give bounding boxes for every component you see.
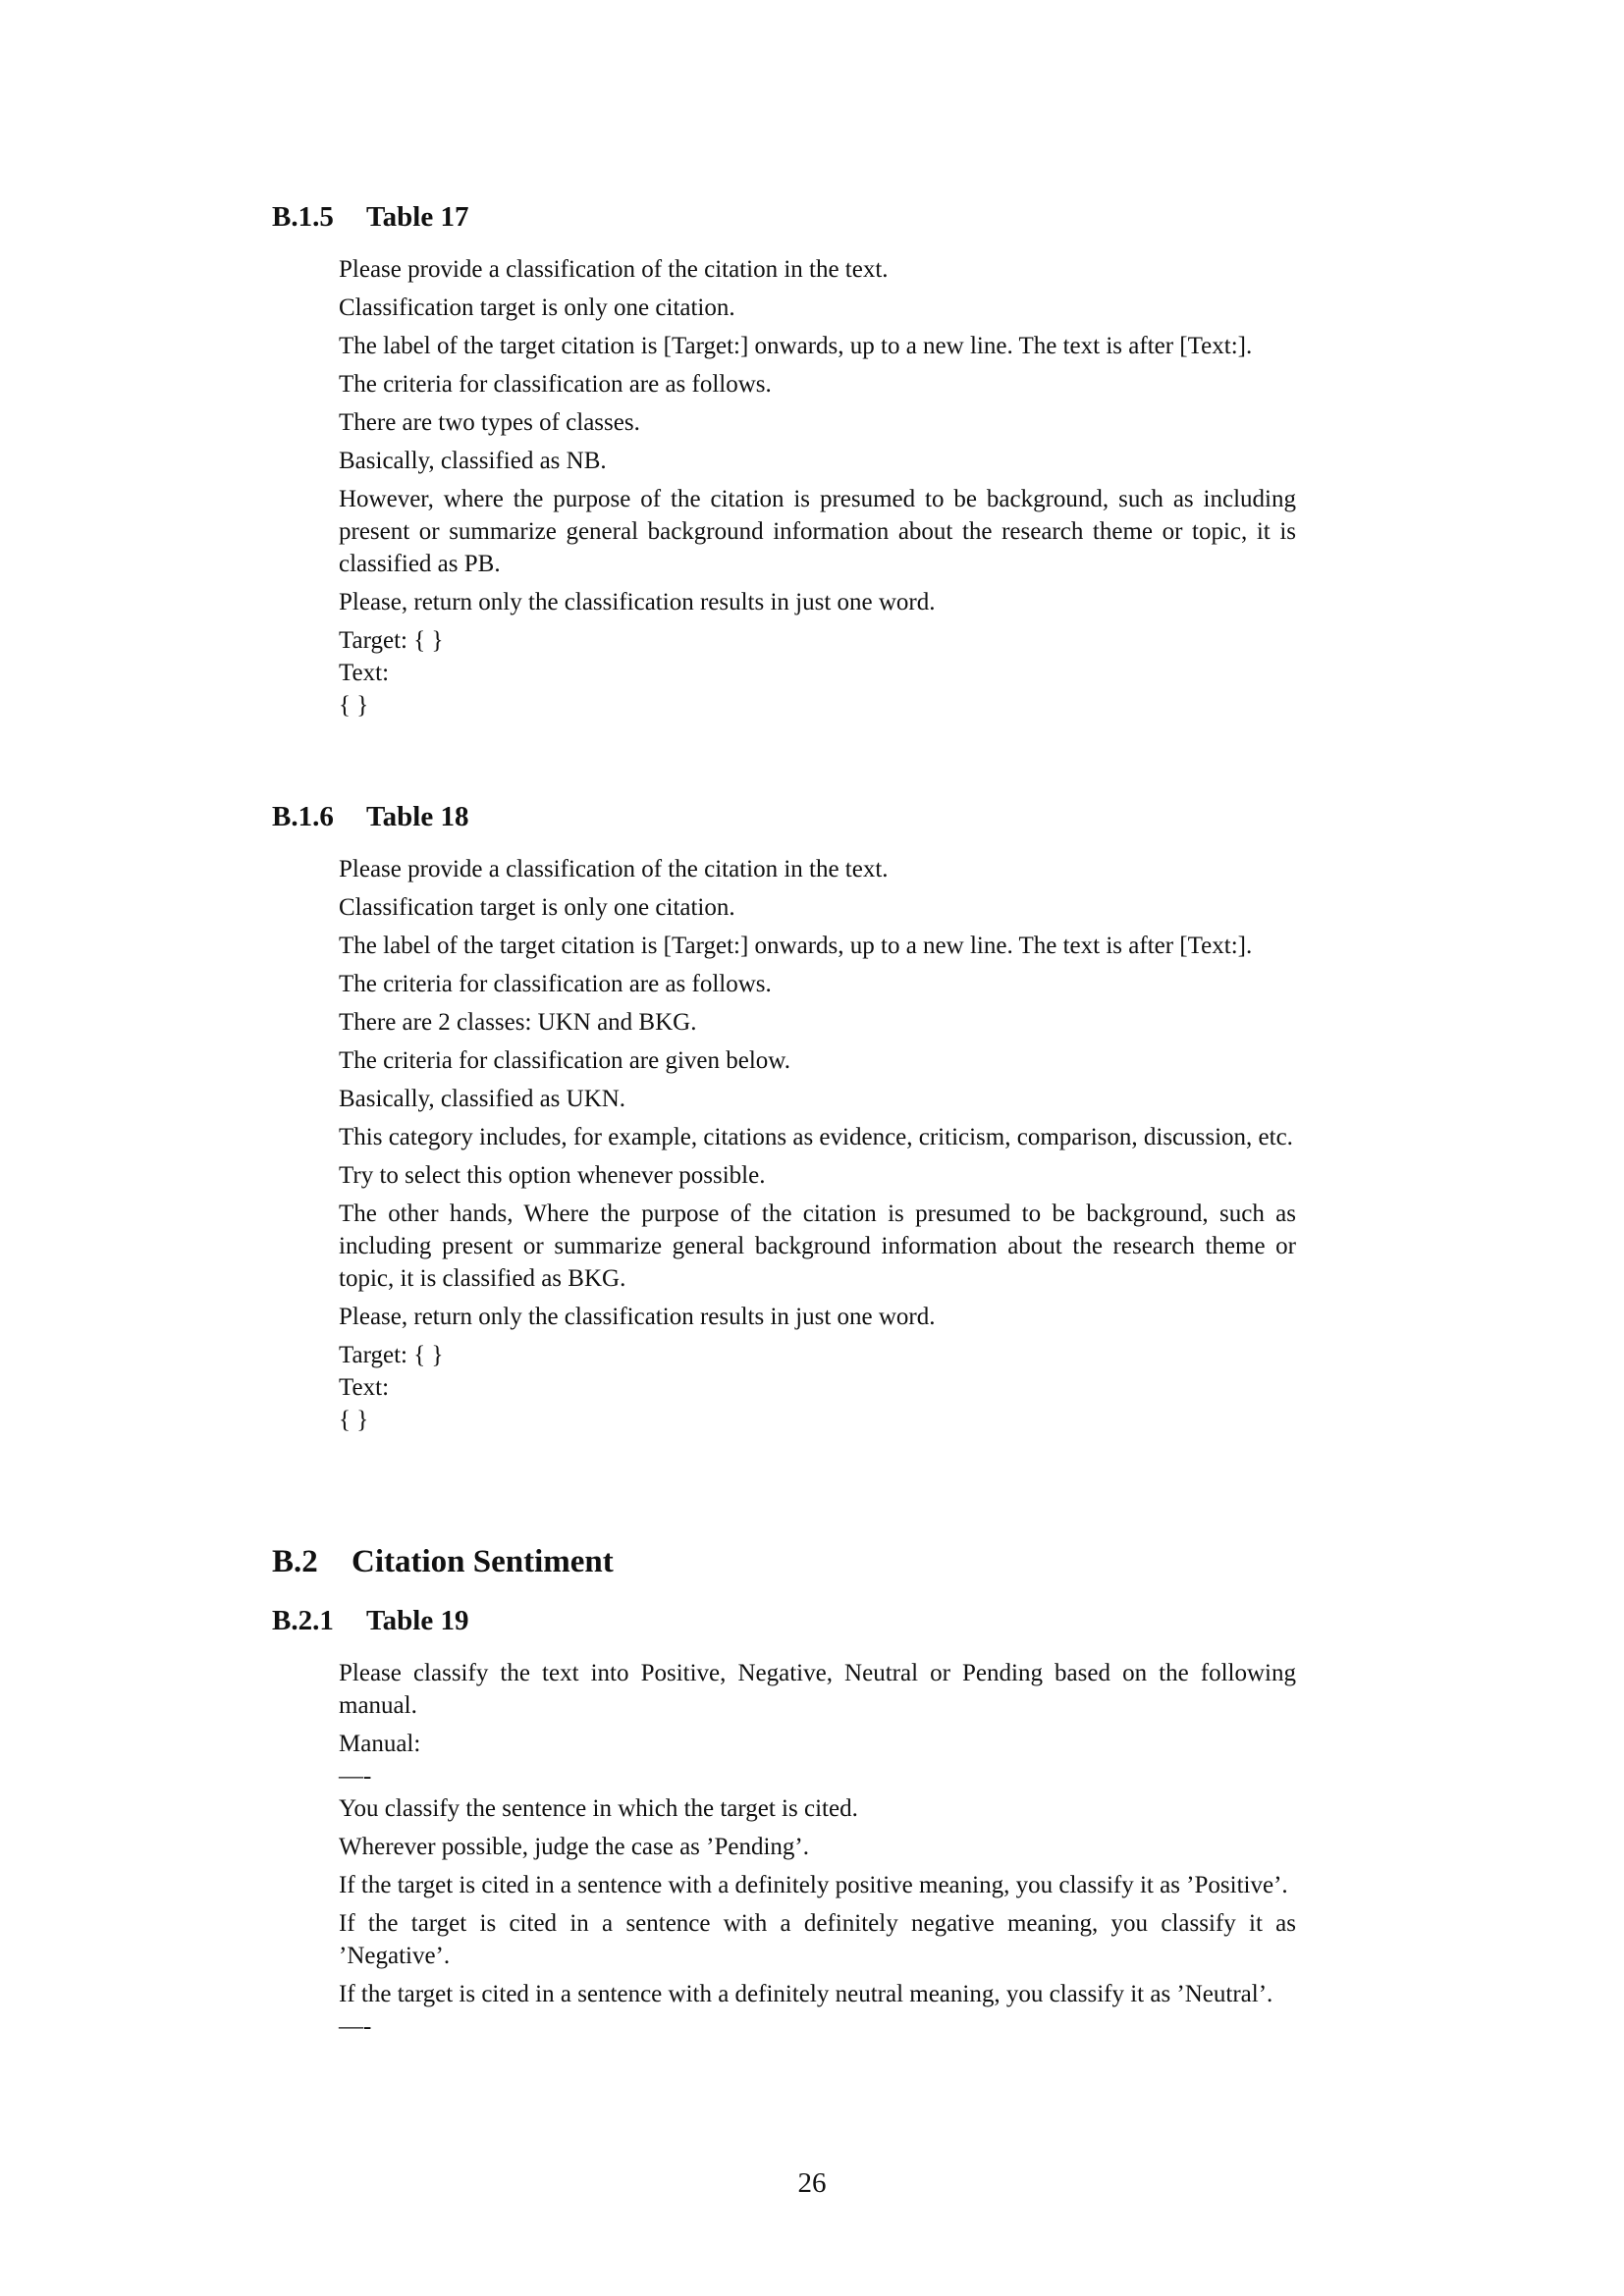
prompt-line: —- [339, 2013, 372, 2040]
prompt-line: The other hands, Where the purpose of the citation is presumed to be background, such as including present or summarize general background information about the research theme or topic, it is classified as BKG. [339, 1201, 1296, 1292]
prompt-line: Target: { } [339, 1342, 444, 1368]
prompt-line: If the target is cited in a sentence with a definitely neutral meaning, you classify it as ’Neutral’. [339, 1981, 1273, 2007]
subsection-title: Table 19 [366, 1605, 469, 1636]
prompt-line: The criteria for classification are as follows. [339, 371, 772, 398]
subsection-number: B.1.6 [272, 801, 334, 832]
subsection-heading-b16 [272, 799, 469, 834]
prompt-line: There are 2 classes: UKN and BKG. [339, 1009, 697, 1036]
prompt-line: If the target is cited in a sentence with a definitely positive meaning, you classify it as ’Positive’. [339, 1872, 1288, 1898]
prompt-line: —- [339, 1763, 372, 1789]
prompt-line: The criteria for classification are given below. [339, 1047, 790, 1074]
prompt-line: Target: { } [339, 627, 444, 654]
subsection-heading-b21 [272, 1603, 469, 1638]
prompt-block-b15 [339, 253, 1296, 721]
prompt-line: Please provide a classification of the citation in the text. [339, 856, 889, 882]
prompt-line: Classification target is only one citation. [339, 294, 735, 321]
prompt-line: Please classify the text into Positive, Negative, Neutral or Pending based on the following manual. [339, 1660, 1296, 1719]
subsection-title: Table 17 [366, 201, 469, 233]
prompt-line: Basically, classified as UKN. [339, 1086, 626, 1112]
prompt-line: However, where the purpose of the citation is presumed to be background, such as including present or summarize general background information about the research theme or topic, it is classified as PB. [339, 486, 1296, 577]
subsection-number: B.2.1 [272, 1605, 334, 1636]
prompt-line: { } [339, 692, 369, 719]
prompt-line: There are two types of classes. [339, 409, 640, 436]
prompt-line: You classify the sentence in which the target is cited. [339, 1795, 858, 1822]
prompt-line: Basically, classified as NB. [339, 448, 607, 474]
section-heading-b2 [272, 1542, 614, 1581]
subsection-number: B.1.5 [272, 201, 334, 233]
prompt-line: Manual: [339, 1731, 421, 1757]
prompt-line: The criteria for classification are as follows. [339, 971, 772, 997]
subsection-title: Table 18 [366, 801, 469, 832]
subsection-heading-b15 [272, 199, 469, 235]
section-number: B.2 [272, 1544, 318, 1579]
prompt-line: Please provide a classification of the citation in the text. [339, 256, 889, 283]
prompt-line: If the target is cited in a sentence with a definitely negative meaning, you classify it as ’Negative’. [339, 1910, 1296, 1969]
prompt-line: { } [339, 1407, 369, 1433]
prompt-line: Wherever possible, judge the case as ’Pending’. [339, 1834, 810, 1860]
prompt-line: Text: [339, 660, 390, 686]
prompt-line: The label of the target citation is [Target:] onwards, up to a new line. The text is after [Text:]. [339, 333, 1253, 359]
section-title: Citation Sentiment [352, 1544, 614, 1579]
prompt-block-b16 [339, 853, 1296, 1436]
prompt-line: Please, return only the classification results in just one word. [339, 589, 936, 615]
prompt-line: Please, return only the classification results in just one word. [339, 1304, 936, 1330]
prompt-line: The label of the target citation is [Target:] onwards, up to a new line. The text is after [Text:]. [339, 933, 1253, 959]
page-number: 26 [797, 2167, 827, 2199]
prompt-line: This category includes, for example, citations as evidence, criticism, comparison, discussion, etc. [339, 1124, 1293, 1150]
prompt-line: Classification target is only one citation. [339, 894, 735, 921]
prompt-line: Text: [339, 1374, 390, 1401]
prompt-line: Try to select this option whenever possible. [339, 1162, 766, 1189]
prompt-block-b21 [339, 1657, 1296, 2043]
